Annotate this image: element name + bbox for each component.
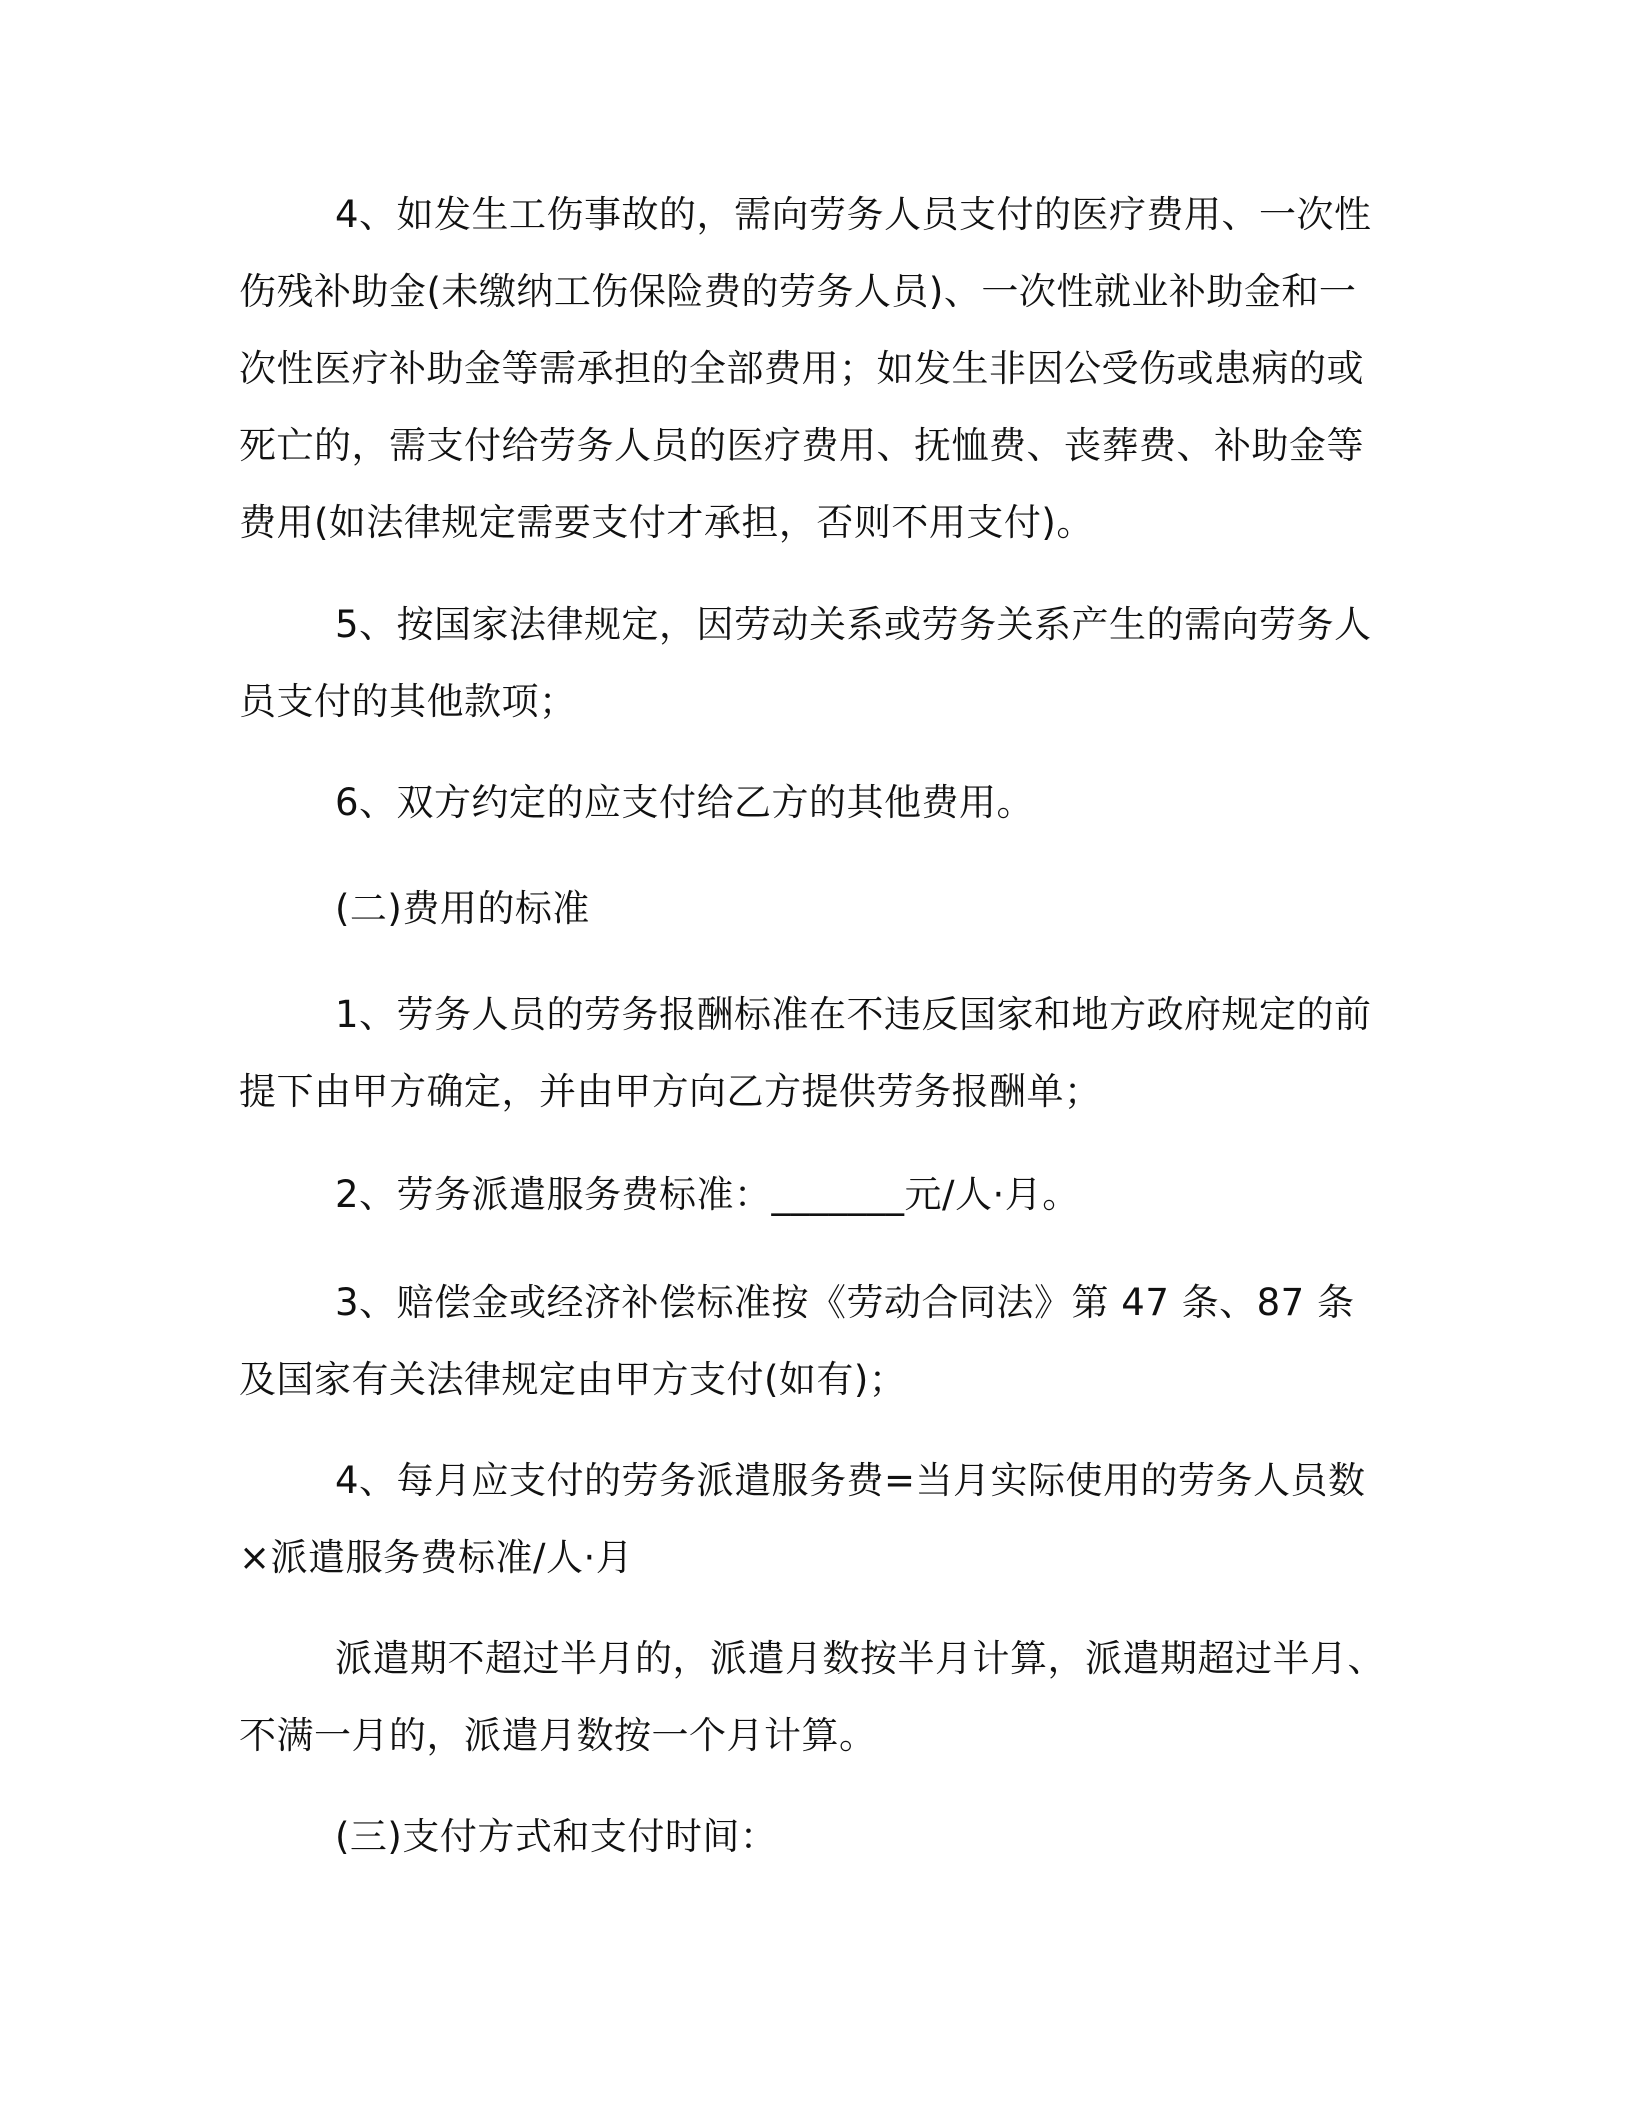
paragraph-agreed-other-fees: 6、双方约定的应支付给乙方的其他费用。 — [335, 781, 1035, 824]
paragraph-remuneration-standard: 1、劳务人员的劳务报酬标准在不违反国家和地方政府规定的前提下由甲方确定，并由甲方向乙方提供劳务报酬单； — [239, 993, 1372, 1113]
paragraph-compensation-standard: 3、赔偿金或经济补偿标准按《劳动合同法》第 47 条、87 条及国家有关法律规定由甲方支付(如有)； — [239, 1281, 1355, 1401]
section-heading-payment-method: (三)支付方式和支付时间： — [335, 1815, 778, 1858]
paragraph-other-payments: 5、按国家法律规定，因劳动关系或劳务关系产生的需向劳务人员支付的其他款项； — [239, 603, 1372, 723]
section-heading-fee-standard: (二)费用的标准 — [335, 887, 590, 930]
paragraph-service-fee-standard: 2、劳务派遣服务费标准：_______元/人·月。 — [335, 1173, 1080, 1216]
paragraph-dispatch-period: 派遣期不超过半月的，派遣月数按半月计算，派遣期超过半月、不满一月的，派遣月数按一个月计算。 — [239, 1637, 1385, 1757]
paragraph-work-injury-costs: 4、如发生工伤事故的，需向劳务人员支付的医疗费用、一次性伤残补助金(未缴纳工伤保险费的劳务人员)、一次性就业补助金和一次性医疗补助金等需承担的全部费用；如发生非因公受伤或患病的或死亡的，需支付给劳务人员的医疗费用、抚恤费、丧葬费、补助金等费用(如法律规定需要支付才承担，否则不用支付)。 — [239, 193, 1372, 544]
paragraph-monthly-fee-formula: 4、每月应支付的劳务派遣服务费=当月实际使用的劳务人员数×派遣服务费标准/人·月 — [239, 1459, 1366, 1579]
